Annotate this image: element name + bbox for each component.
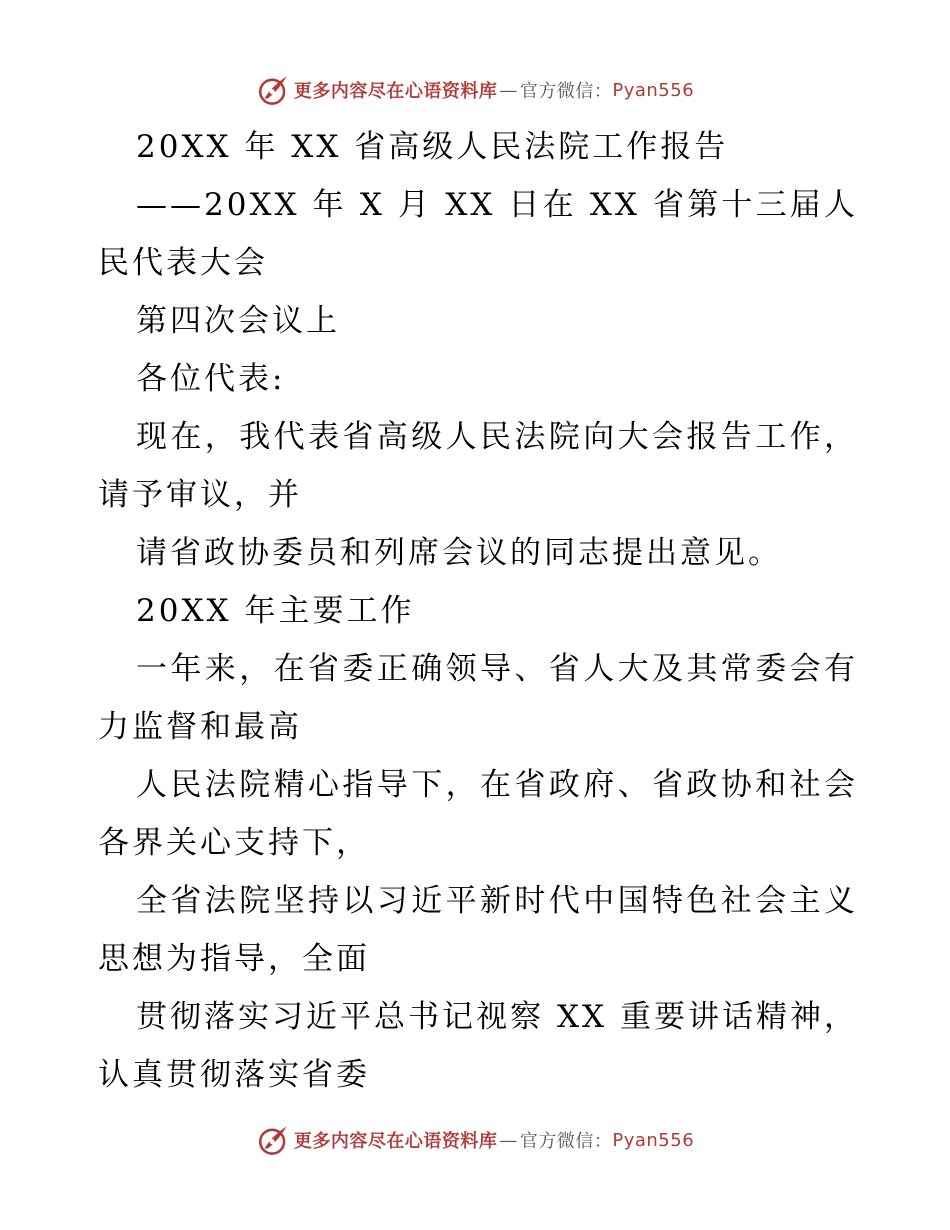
paragraph: 全省法院坚持以习近平新时代中国特色社会主义思想为指导，全面: [98, 883, 858, 977]
paragraph-title: 20XX 年 XX 省高级人民法院工作报告: [136, 129, 729, 165]
paragraph-subtitle: ——20XX 年 X 月 XX 日在 XX 省第十三届人民代表大会: [98, 187, 858, 281]
watermark-separator: —: [499, 79, 518, 101]
watermark-brand: 更多内容尽在心语资料库: [293, 81, 498, 102]
paragraph: 请省政协委员和列席会议的同志提出意见。: [136, 535, 782, 571]
paragraph-subtitle-cont: 第四次会议上: [136, 303, 340, 339]
watermark-label: 官方微信：: [519, 81, 613, 102]
paragraph: 现在，我代表省高级人民法院向大会报告工作，请予审议，并: [98, 419, 858, 513]
paragraph: 人民法院精心指导下，在省政府、省政协和社会各界关心支持下，: [98, 767, 858, 861]
quill-logo-icon: [256, 73, 290, 107]
watermark-brand: 更多内容尽在心语资料库: [293, 1131, 498, 1152]
footer-watermark: [0, 1122, 950, 1158]
watermark-label: 官方微信：: [519, 1131, 613, 1152]
section-heading: 20XX 年主要工作: [136, 593, 415, 629]
watermark-account: Pyan556: [612, 79, 695, 101]
paragraph: 贯彻落实习近平总书记视察 XX 重要讲话精神，认真贯彻落实省委: [98, 999, 858, 1093]
header-watermark: [0, 72, 950, 108]
watermark-account: Pyan556: [612, 1129, 695, 1151]
quill-logo-icon: [256, 1123, 290, 1157]
paragraph-salutation: 各位代表:: [136, 361, 286, 397]
document-body: [98, 118, 858, 1104]
watermark-separator: —: [499, 1129, 518, 1151]
paragraph: 一年来，在省委正确领导、省人大及其常委会有力监督和最高: [98, 651, 858, 745]
